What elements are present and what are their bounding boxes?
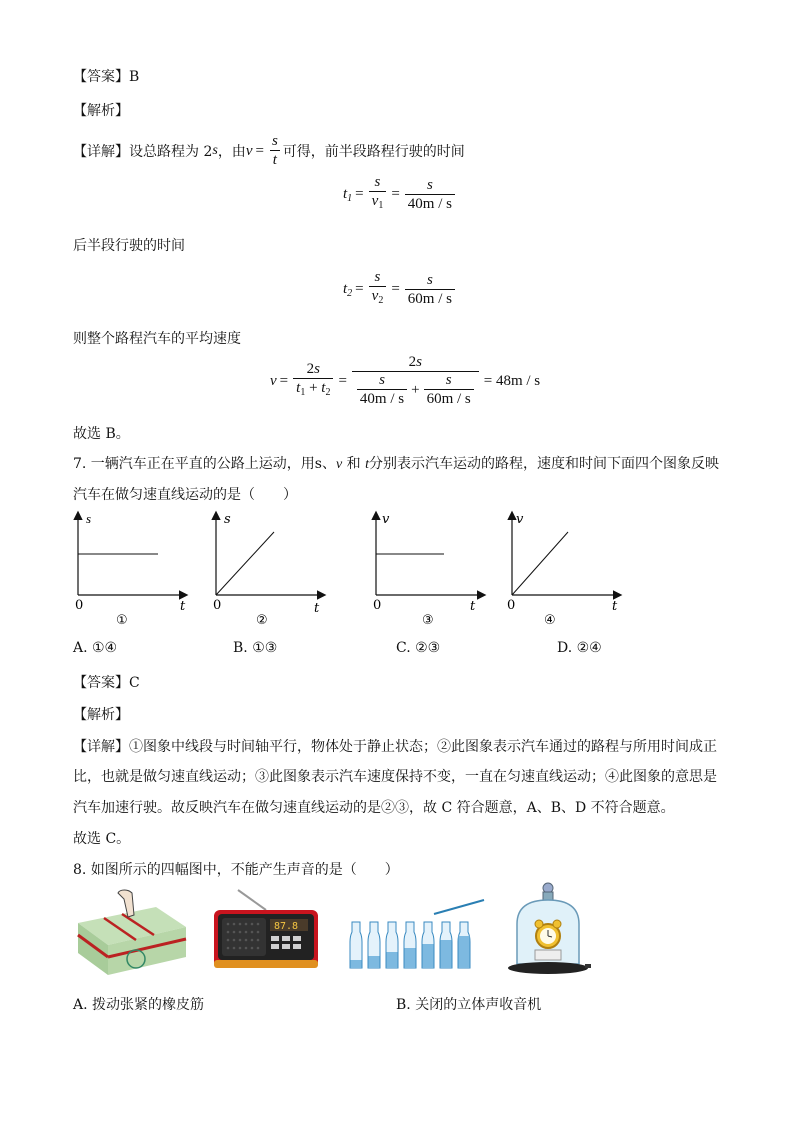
equation-t2: $t_2$ = $\frac{s}{v_2}$ = $\frac{s}{60m / s}$ [343,269,457,310]
y-axis-label: v [516,512,524,527]
x-axis-label: t [314,601,320,616]
answer-tag: 【答案】 [73,675,129,691]
q7-stem-line1 [73,453,719,473]
q8-option-b[interactable]: B. 关闭的立体声收音机 [396,997,542,1013]
q7-detail-line3: 汽车加速行驶。故反映汽车在做匀速直线运动的是②③，故 C 符合题意，A、B、D 不符合题意。 [73,800,675,816]
q7-stem-t: t [365,457,370,472]
q7-stem-b: 和 [346,456,361,472]
answer-value: B [129,69,140,85]
graph-4-v-t-linear [502,507,632,629]
option-a[interactable]: A. ①④ [73,640,118,656]
rubber-band-box-image [74,885,190,980]
q8-option-a[interactable]: A. 拨动张紧的橡皮筋 [73,997,205,1013]
option-d[interactable]: D. ②④ [557,640,602,656]
detail-s: s [212,143,218,158]
origin-label: 0 [75,598,84,613]
origin-label: 0 [373,598,382,613]
graph-number: ④ [544,613,556,628]
avg-den-1: 40m / s [357,389,407,408]
option-c[interactable]: C. ②③ [396,640,441,656]
graph-2-s-t-linear [206,507,336,629]
water-bottles-image [344,888,494,976]
q7-stem-a: 7. 一辆汽车正在平直的公路上运动，用s、 [73,456,336,472]
x-axis-label: t [612,599,618,614]
eq1-denominator: 40m / s [405,194,455,213]
avg-den-2: 60m / s [424,389,474,408]
graph-line [512,532,568,595]
equation-t1: $t_1$ = $\frac{s}{v_1}$ = $\frac{s}{40m / s}$ [343,174,457,215]
detail-tag: 【详解】 [73,144,129,160]
x-axis-label: t [180,599,186,614]
avg-result: = 48m / s [483,372,541,389]
graph-line [216,532,274,595]
q7-stem-line2: 汽车在做匀速直线运动的是（ ） [73,487,297,503]
q7-stem-v: v [336,457,343,472]
q7-answer-line [73,672,140,692]
graph-number: ① [116,613,128,628]
y-axis-label: s [224,512,231,527]
option-b[interactable]: B. ①③ [233,640,278,656]
q7-conclusion: 故选 C。 [73,831,131,847]
x-axis-label: t [470,599,476,614]
origin-label: 0 [507,598,516,613]
radio-image [208,886,328,978]
analysis-tag: 【解析】 [73,103,129,119]
detail-mid: ，由 [217,144,246,160]
detail-prefix: 设总路程为 2 [129,144,213,160]
q6-conclusion: 故选 B。 [73,426,130,442]
y-axis-label: v [382,512,390,527]
q7-stem-c: 分别表示汽车运动的路程，速度和时间下面四个图象反映 [369,456,720,472]
y-axis-label: s [86,511,92,526]
graph-3-v-t-horizontal [366,507,496,629]
detail-line [73,133,465,169]
second-half-text: 后半段行驶的时间 [73,238,185,254]
radio-display: 87.8 [274,921,299,932]
q7-analysis-tag: 【解析】 [73,707,129,723]
q7-detail-line1: 【详解】①图象中线段与时间轴平行，物体处于静止状态；②此图象表示汽车通过的路程与所用时间成正 [73,739,717,755]
avg-speed-text: 则整个路程汽车的平均速度 [73,331,241,347]
graph-number: ② [256,613,268,628]
bell-jar-image [505,880,591,980]
velocity-formula: v = $\frac{s}{t}$ [246,133,283,169]
detail-suffix: 可得，前半段路程行驶的时间 [282,144,465,160]
eq2-denominator: 60m / s [405,289,455,308]
answer-tag: 【答案】 [73,69,129,85]
equation-avg: v = $\frac{2s}{t_1 + t_2}$ = 2s $\frac{s}{40m / s}$ + $\frac{s}{60m / s}$ = 48m / s [270,354,541,407]
q8-stem: 8. 如图所示的四幅图中，不能产生声音的是（ ） [73,862,399,878]
origin-label: 0 [213,598,222,613]
graph-number: ③ [422,613,434,628]
answer-line [73,66,139,86]
q7-detail-line2: 比，也就是做匀速直线运动；③此图象表示汽车速度保持不变，一直在匀速直线运动；④此图象的意思是 [73,769,717,785]
graph-1-s-t-horizontal [68,507,198,629]
answer-value: C [129,675,140,691]
